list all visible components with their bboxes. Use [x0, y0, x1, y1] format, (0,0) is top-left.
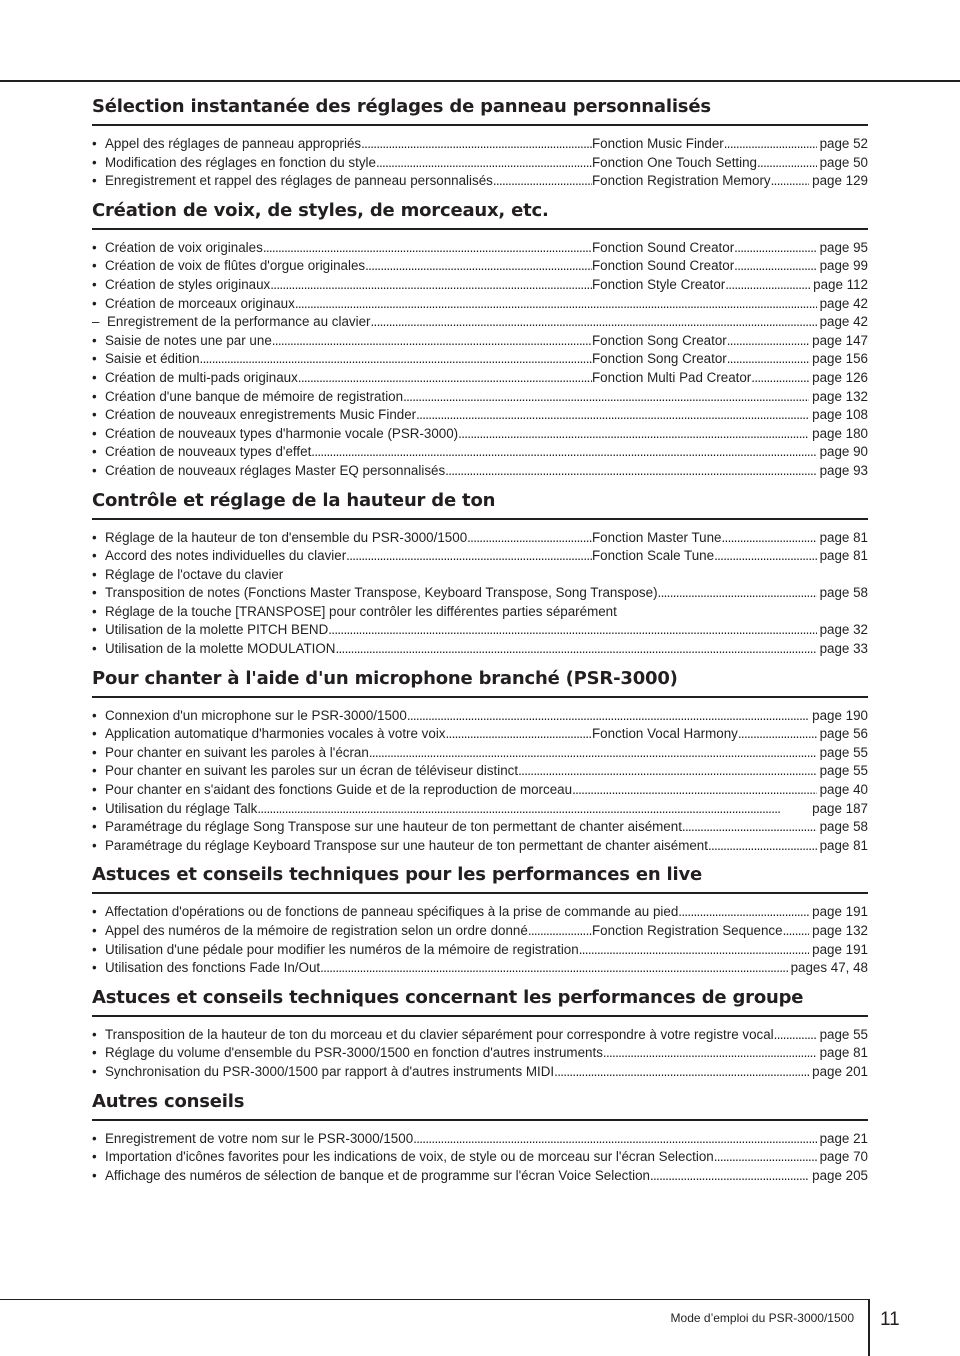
entry-text: Réglage de l'octave du clavier	[105, 566, 284, 582]
dot-leader	[724, 135, 817, 154]
entry-text: Utilisation d'une pédale pour modifier les numéros de la mémoire de registration	[105, 941, 579, 957]
page-reference: page 93	[819, 462, 868, 478]
page-reference: page 205	[812, 1167, 868, 1183]
dot-leader	[320, 959, 787, 978]
list-item	[92, 443, 868, 462]
function-name: Fonction Registration Memory	[592, 173, 771, 189]
page-reference: page 95	[819, 239, 868, 255]
bullet: •	[92, 800, 97, 816]
page-reference: page 180	[812, 425, 868, 441]
section-title: Astuces et conseils techniques pour les performances en live	[92, 864, 868, 894]
bullet: •	[92, 529, 97, 545]
list-item	[92, 941, 868, 960]
bullet: •	[92, 1130, 97, 1146]
list-item	[92, 707, 868, 726]
dot-leader	[272, 332, 592, 351]
list-item	[92, 547, 868, 566]
list-item	[92, 959, 868, 978]
dot-leader	[603, 1044, 817, 1063]
entry-text: Synchronisation du PSR-3000/1500 par rapport à d'autres instruments MIDI	[105, 1063, 555, 1079]
entry-text: Saisie de notes une par une	[105, 332, 272, 348]
page-reference: pages 47, 48	[790, 960, 868, 976]
dot-leader	[328, 621, 816, 640]
bullet: •	[92, 837, 97, 853]
page-reference: page 42	[819, 295, 868, 311]
function-name: Fonction Music Finder	[592, 136, 724, 151]
dot-leader	[295, 295, 817, 314]
list-item	[92, 462, 868, 481]
page-reference: page 56	[819, 726, 868, 742]
page-reference: page 33	[819, 641, 868, 657]
section-title: Autres conseils	[92, 1091, 868, 1121]
entry-text: Pour chanter en s'aidant des fonctions Guide et de la reproduction de morceau	[105, 782, 573, 798]
page-reference: page 55	[819, 744, 868, 760]
entry-list	[92, 707, 868, 856]
entry-text: Application automatique d'harmonies vocales à votre voix	[105, 726, 446, 742]
list-item	[92, 725, 868, 744]
list-item	[92, 818, 868, 837]
dot-leader	[727, 350, 809, 369]
function-name: Fonction Multi Pad Creator	[592, 369, 752, 385]
function-name: Fonction Sound Creator	[592, 239, 735, 255]
section-title: Pour chanter à l'aide d'un microphone branché (PSR-3000)	[92, 668, 868, 698]
dot-leader	[714, 1148, 817, 1167]
dot-leader	[416, 406, 809, 425]
entry-list	[92, 239, 868, 481]
entry-list	[92, 1026, 868, 1082]
bullet: •	[92, 819, 97, 835]
list-item	[92, 603, 868, 622]
dot-leader	[270, 276, 592, 295]
dot-leader	[727, 332, 809, 351]
dot-leader	[518, 762, 816, 781]
entry-text: Importation d'icônes favorites pour les indications de voix, de style ou de morceau sur l'écran Selection	[105, 1149, 714, 1165]
dot-leader	[650, 1167, 809, 1186]
page-reference: page 58	[819, 819, 868, 835]
page-reference: page 108	[812, 407, 868, 423]
entry-text: Utilisation de la molette MODULATION	[105, 641, 336, 657]
entry-list	[92, 903, 868, 977]
bullet: •	[92, 622, 97, 638]
list-item	[92, 1130, 868, 1149]
index-section	[92, 490, 868, 659]
dot-leader	[376, 154, 592, 173]
entry-text: Réglage du volume d'ensemble du PSR-3000/1500 en fonction d'autres instruments	[105, 1045, 603, 1061]
bullet: •	[92, 744, 97, 760]
dot-leader	[738, 725, 817, 744]
page-reference: page 81	[819, 837, 868, 853]
list-item	[92, 621, 868, 640]
bullet: •	[92, 707, 97, 723]
list-item	[92, 276, 868, 295]
bullet: •	[92, 462, 97, 478]
bullet: •	[92, 369, 97, 385]
manual-title: Mode d’emploi du PSR-3000/1500	[670, 1311, 854, 1325]
list-item	[92, 529, 868, 548]
page-reference: page 81	[819, 529, 868, 545]
bullet: •	[92, 1063, 97, 1079]
list-item	[92, 154, 868, 173]
page-reference: page 191	[812, 941, 868, 957]
dot-leader	[751, 369, 809, 388]
dot-leader	[734, 257, 816, 276]
bullet: •	[92, 407, 97, 423]
bullet: •	[92, 641, 97, 657]
entry-text: Création de morceaux originaux	[105, 295, 295, 311]
dot-leader	[467, 529, 592, 548]
page-reference: page 187	[812, 800, 868, 816]
entry-text: Pour chanter en suivant les paroles sur un écran de téléviseur distinct	[105, 763, 519, 779]
entry-list	[92, 135, 868, 191]
list-item	[92, 425, 868, 444]
list-item	[92, 903, 868, 922]
function-name: Fonction Song Creator	[592, 332, 727, 348]
page-reference: page 55	[819, 1026, 868, 1042]
bullet: •	[92, 136, 97, 151]
entry-text: Création de voix de flûtes d'orgue originales	[105, 258, 366, 274]
list-item	[92, 1026, 868, 1045]
list-item	[92, 837, 868, 856]
dot-leader	[725, 276, 810, 295]
entry-text: Réglage de la hauteur de ton d'ensemble du PSR-3000/1500	[105, 529, 468, 545]
bullet: •	[92, 154, 97, 170]
bullet: •	[92, 1149, 97, 1165]
dot-leader	[369, 744, 817, 763]
bullet: •	[92, 425, 97, 441]
index-section	[92, 864, 868, 977]
dot-leader	[263, 239, 592, 258]
bullet: •	[92, 960, 97, 976]
entry-text: Affichage des numéros de sélection de banque et de programme sur l'écran Voice Selection	[105, 1167, 650, 1183]
page-reference: page 90	[819, 444, 868, 460]
dot-leader	[682, 818, 817, 837]
dot-leader	[361, 135, 592, 154]
footer-rule	[0, 1299, 868, 1300]
section-title: Création de voix, de styles, de morceaux, etc.	[92, 200, 868, 230]
dot-leader	[413, 1130, 816, 1149]
dot-leader	[528, 922, 592, 941]
footer-vertical-rule	[868, 1299, 870, 1356]
bullet: •	[92, 923, 97, 938]
bullet: •	[92, 548, 97, 564]
page-reference: page 55	[819, 763, 868, 779]
entry-list	[92, 1130, 868, 1186]
entry-text: Création de nouveaux réglages Master EQ personnalisés	[105, 462, 446, 478]
page-reference: page 156	[812, 351, 868, 367]
list-item	[92, 781, 868, 800]
entry-text: Création de nouveaux enregistrements Music Finder	[105, 407, 417, 423]
bullet: •	[92, 258, 97, 274]
list-item	[92, 239, 868, 258]
page-reference: page 52	[819, 136, 868, 151]
page-reference: page 32	[819, 622, 868, 638]
bullet: •	[92, 444, 97, 460]
entry-text: Modification des réglages en fonction du style	[105, 154, 376, 170]
dot-leader	[734, 239, 816, 258]
page-reference: page 81	[819, 548, 868, 564]
bullet: •	[92, 904, 97, 920]
entry-text: Enregistrement et rappel des réglages de panneau personnalisés	[105, 173, 493, 189]
dot-leader	[493, 172, 592, 191]
list-item	[92, 135, 868, 154]
list-item	[92, 1063, 868, 1082]
function-name: Fonction Scale Tune	[592, 548, 715, 564]
list-item	[92, 744, 868, 763]
function-name: Fonction Vocal Harmony	[592, 726, 738, 742]
dot-leader	[257, 800, 809, 819]
entry-text: Utilisation de la molette PITCH BEND	[105, 622, 329, 638]
dot-leader	[458, 425, 809, 444]
entry-text: Pour chanter en suivant les paroles à l'écran	[105, 744, 369, 760]
entry-text: Création de nouveaux types d'harmonie vocale (PSR-3000)	[105, 425, 459, 441]
entry-text: Enregistrement de la performance au clavier	[107, 314, 371, 330]
page-reference: page 50	[819, 154, 868, 170]
index-section	[92, 987, 868, 1082]
entry-text: Connexion d'un microphone sur le PSR-3000/1500	[105, 707, 407, 723]
function-name: Fonction Sound Creator	[592, 258, 735, 274]
dot-leader	[403, 388, 809, 407]
entry-text: Création de voix originales	[105, 239, 263, 255]
list-item	[92, 388, 868, 407]
list-item	[92, 1044, 868, 1063]
dot-leader	[678, 903, 809, 922]
dot-leader	[446, 725, 593, 744]
entry-list	[92, 529, 868, 659]
entry-text: Paramétrage du réglage Song Transpose sur une hauteur de ton permettant de chanter aisément	[105, 819, 682, 835]
page-reference: page 191	[812, 904, 868, 920]
entry-text: Affectation d'opérations ou de fonctions de panneau spécifiques à la prise de commande au pied	[105, 904, 679, 920]
list-item	[92, 1167, 868, 1186]
function-name: Fonction Style Creator	[592, 276, 726, 292]
entry-text: Saisie et édition	[105, 351, 200, 367]
list-item	[92, 406, 868, 425]
bullet: •	[92, 173, 97, 189]
bullet: •	[92, 566, 97, 582]
bullet: •	[92, 388, 97, 404]
page-reference: page 58	[819, 585, 868, 601]
dot-leader	[572, 781, 817, 800]
index-section	[92, 668, 868, 856]
page-reference: page 81	[819, 1045, 868, 1061]
bullet: •	[92, 332, 97, 348]
section-title: Sélection instantanée des réglages de panneau personnalisés	[92, 96, 868, 126]
dot-leader	[370, 313, 816, 332]
dot-leader	[346, 547, 592, 566]
page-reference: page 42	[819, 314, 868, 330]
bullet: •	[92, 351, 97, 367]
page-reference: page 70	[819, 1149, 868, 1165]
bullet: •	[92, 1045, 97, 1061]
list-item	[92, 800, 868, 819]
entry-text: Appel des réglages de panneau appropriés	[105, 136, 362, 151]
bullet: •	[92, 1026, 97, 1042]
page-reference: page 99	[819, 258, 868, 274]
page-reference: page 190	[812, 707, 868, 723]
list-item	[92, 350, 868, 369]
page-reference: page 21	[819, 1130, 868, 1146]
bullet: •	[92, 276, 97, 292]
page-reference: page 132	[812, 923, 868, 938]
list-item	[92, 566, 868, 585]
dot-leader	[365, 257, 592, 276]
function-name: Fonction Song Creator	[592, 351, 727, 367]
list-item	[92, 1148, 868, 1167]
index-content	[92, 96, 868, 1194]
dot-leader	[311, 443, 816, 462]
entry-text: Transposition de la hauteur de ton du morceau et du clavier séparément pour correspondre à votre registre vocal	[105, 1026, 774, 1042]
entry-text: Utilisation du réglage Talk	[105, 800, 258, 816]
list-item	[92, 332, 868, 351]
page-reference: page 126	[812, 369, 868, 385]
entry-text: Enregistrement de votre nom sur le PSR-3000/1500	[105, 1130, 414, 1146]
dot-leader	[658, 584, 817, 603]
dot-leader	[708, 837, 817, 856]
dot-leader	[335, 640, 816, 659]
bullet: •	[92, 603, 97, 619]
dot-leader	[407, 707, 809, 726]
bullet: •	[92, 782, 97, 798]
index-section	[92, 1091, 868, 1186]
entry-text: Création de nouveaux types d'effet	[105, 444, 312, 460]
section-title: Contrôle et réglage de la hauteur de ton	[92, 490, 868, 520]
bullet: •	[92, 239, 97, 255]
function-name: Fonction Registration Sequence	[592, 923, 783, 938]
bullet: •	[92, 726, 97, 742]
list-item	[92, 922, 868, 941]
dot-leader	[757, 154, 817, 173]
page-reference: page 201	[812, 1063, 868, 1079]
page-reference: page 40	[819, 782, 868, 798]
page-reference: page 112	[813, 276, 868, 292]
dot-leader	[445, 462, 816, 481]
bullet: •	[92, 763, 97, 779]
list-item	[92, 172, 868, 191]
bullet: •	[92, 295, 97, 311]
entry-text: Utilisation des fonctions Fade In/Out	[105, 960, 321, 976]
list-item	[92, 295, 868, 314]
dot-leader	[774, 1026, 817, 1045]
list-item	[92, 762, 868, 781]
index-section	[92, 200, 868, 481]
page-reference: page 129	[812, 173, 868, 189]
list-item	[92, 584, 868, 603]
entry-text: Accord des notes individuelles du clavier	[105, 548, 347, 564]
bullet: –	[92, 314, 100, 330]
bullet: •	[92, 941, 97, 957]
index-section	[92, 96, 868, 191]
dot-leader	[771, 172, 810, 191]
dot-leader	[554, 1063, 809, 1082]
entry-text: Paramétrage du réglage Keyboard Transpose sur une hauteur de ton permettant de chanter aisément	[105, 837, 708, 853]
dot-leader	[722, 529, 817, 548]
list-item	[92, 369, 868, 388]
bullet: •	[92, 585, 97, 601]
entry-text: Transposition de notes (Fonctions Master Transpose, Keyboard Transpose, Song Transpose)	[105, 585, 658, 601]
list-item	[92, 313, 868, 332]
dot-leader	[298, 369, 592, 388]
entry-text: Création de styles originaux	[105, 276, 271, 292]
function-name: Fonction One Touch Setting	[592, 154, 758, 170]
page-reference: page 132	[812, 388, 868, 404]
dot-leader	[579, 941, 809, 960]
page-number: 11	[880, 1309, 900, 1330]
section-title: Astuces et conseils techniques concernant les performances de groupe	[92, 987, 868, 1017]
top-rule	[0, 80, 960, 82]
dot-leader	[200, 350, 592, 369]
dot-leader	[714, 547, 817, 566]
list-item	[92, 257, 868, 276]
entry-text: Réglage de la touche [TRANSPOSE] pour contrôler les différentes parties séparément	[105, 603, 617, 619]
entry-text: Création de multi-pads originaux	[105, 369, 298, 385]
page-reference: page 147	[812, 332, 868, 348]
entry-text: Appel des numéros de la mémoire de registration selon un ordre donné	[105, 923, 528, 938]
list-item	[92, 640, 868, 659]
bullet: •	[92, 1167, 97, 1183]
function-name: Fonction Master Tune	[592, 529, 722, 545]
entry-text: Création d'une banque de mémoire de registration	[105, 388, 404, 404]
dot-leader	[783, 922, 810, 941]
